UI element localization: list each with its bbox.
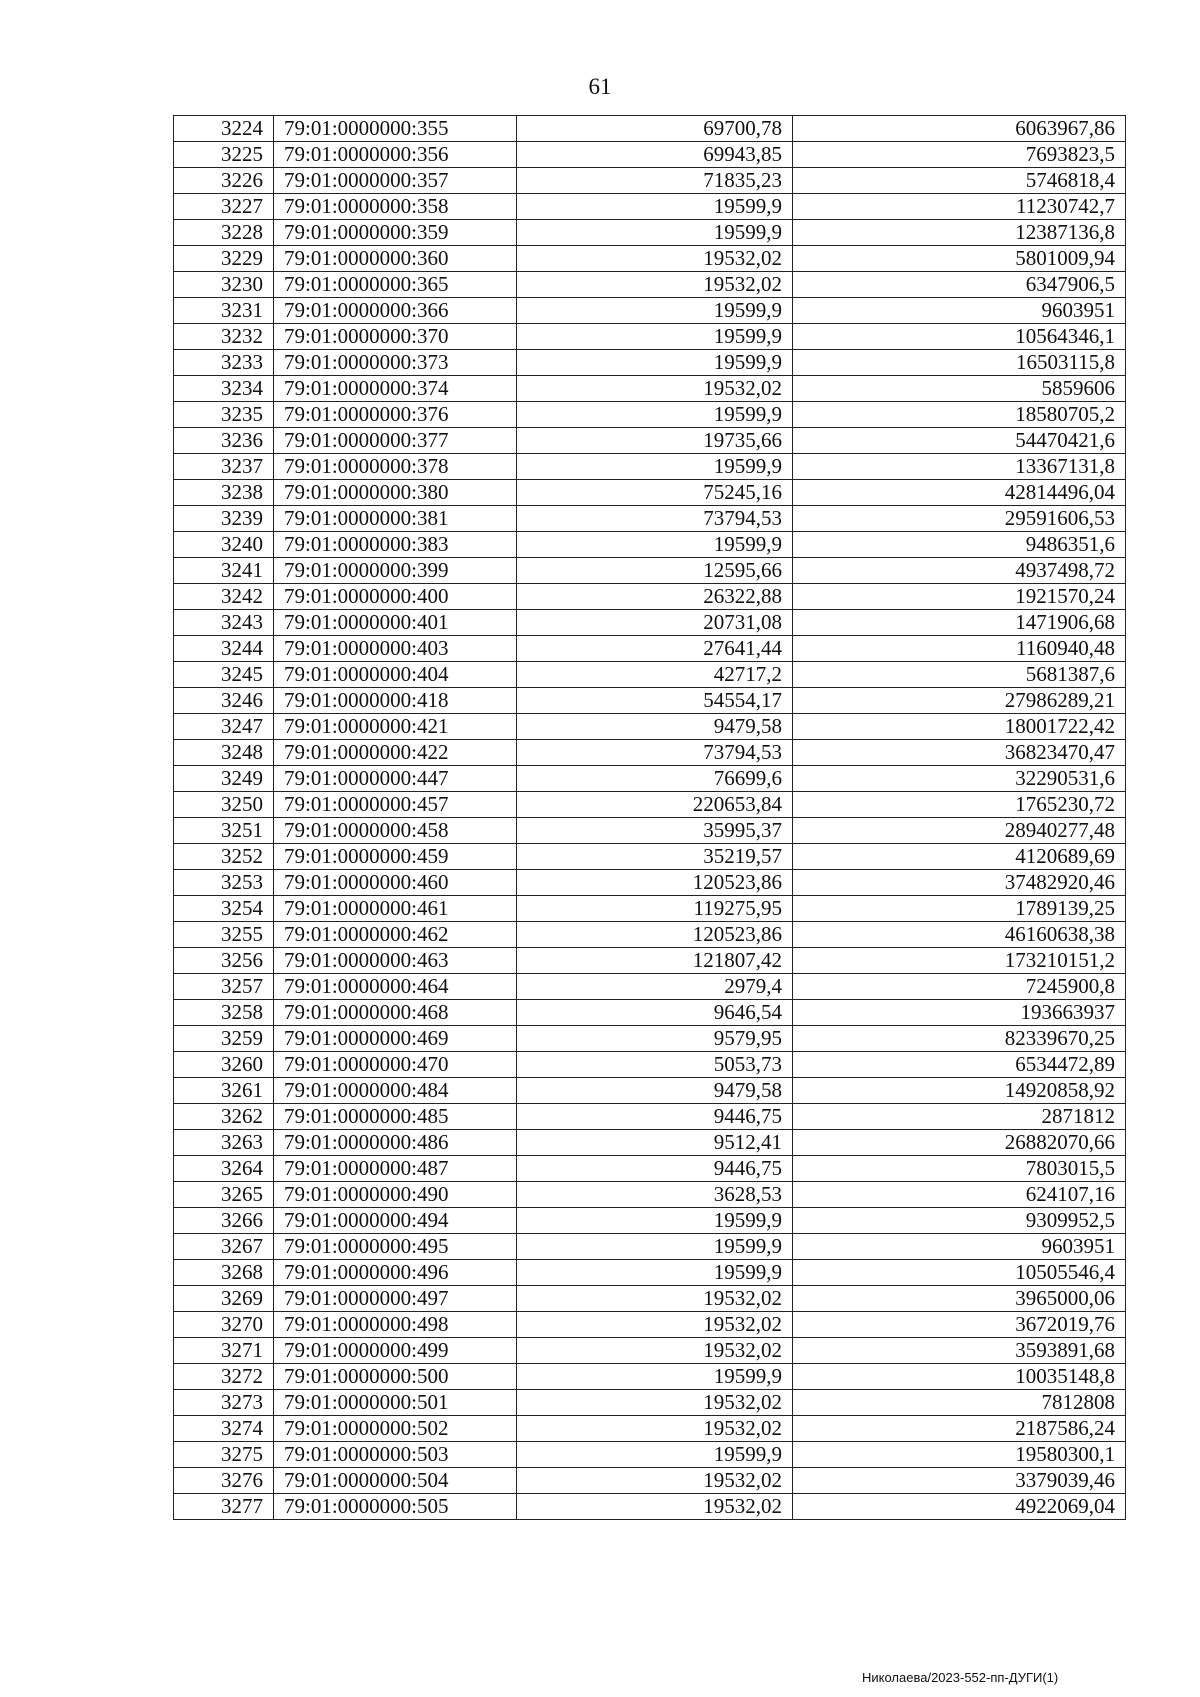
cadastral-number-cell: 79:01:0000000:497 <box>274 1286 517 1312</box>
table-row <box>174 402 1126 428</box>
value-1-cell: 19599,9 <box>517 324 793 350</box>
cadastral-number-cell: 79:01:0000000:404 <box>274 662 517 688</box>
table-row <box>174 1338 1126 1364</box>
cadastral-number-cell: 79:01:0000000:370 <box>274 324 517 350</box>
value-2-cell: 1471906,68 <box>793 610 1126 636</box>
table-row <box>174 610 1126 636</box>
value-2-cell: 82339670,25 <box>793 1026 1126 1052</box>
table-row <box>174 1078 1126 1104</box>
cadastral-number-cell: 79:01:0000000:357 <box>274 168 517 194</box>
table-row <box>174 298 1126 324</box>
value-2-cell: 2871812 <box>793 1104 1126 1130</box>
table-row <box>174 558 1126 584</box>
value-1-cell: 19599,9 <box>517 1260 793 1286</box>
value-1-cell: 9579,95 <box>517 1026 793 1052</box>
value-1-cell: 19532,02 <box>517 1494 793 1520</box>
table-row <box>174 1104 1126 1130</box>
value-2-cell: 11230742,7 <box>793 194 1126 220</box>
row-number-cell: 3250 <box>174 792 274 818</box>
table-row <box>174 220 1126 246</box>
cadastral-number-cell: 79:01:0000000:463 <box>274 948 517 974</box>
table-row <box>174 1416 1126 1442</box>
value-1-cell: 119275,95 <box>517 896 793 922</box>
row-number-cell: 3273 <box>174 1390 274 1416</box>
value-2-cell: 5681387,6 <box>793 662 1126 688</box>
table-row <box>174 246 1126 272</box>
value-2-cell: 10505546,4 <box>793 1260 1126 1286</box>
value-1-cell: 19599,9 <box>517 402 793 428</box>
row-number-cell: 3249 <box>174 766 274 792</box>
table-row <box>174 1234 1126 1260</box>
table-row <box>174 1052 1126 1078</box>
value-2-cell: 42814496,04 <box>793 480 1126 506</box>
cadastral-number-cell: 79:01:0000000:486 <box>274 1130 517 1156</box>
cadastral-number-cell: 79:01:0000000:504 <box>274 1468 517 1494</box>
table-row <box>174 428 1126 454</box>
value-1-cell: 73794,53 <box>517 506 793 532</box>
cadastral-number-cell: 79:01:0000000:374 <box>274 376 517 402</box>
value-1-cell: 9446,75 <box>517 1104 793 1130</box>
value-2-cell: 5859606 <box>793 376 1126 402</box>
value-1-cell: 19599,9 <box>517 194 793 220</box>
row-number-cell: 3241 <box>174 558 274 584</box>
value-2-cell: 4120689,69 <box>793 844 1126 870</box>
value-1-cell: 19599,9 <box>517 298 793 324</box>
value-1-cell: 19599,9 <box>517 220 793 246</box>
value-2-cell: 1765230,72 <box>793 792 1126 818</box>
row-number-cell: 3236 <box>174 428 274 454</box>
cadastral-number-cell: 79:01:0000000:383 <box>274 532 517 558</box>
cadastral-number-cell: 79:01:0000000:460 <box>274 870 517 896</box>
value-1-cell: 76699,6 <box>517 766 793 792</box>
cadastral-number-cell: 79:01:0000000:461 <box>274 896 517 922</box>
value-1-cell: 19532,02 <box>517 1338 793 1364</box>
value-1-cell: 3628,53 <box>517 1182 793 1208</box>
value-1-cell: 69700,78 <box>517 116 793 142</box>
table-row <box>174 1468 1126 1494</box>
value-2-cell: 18001722,42 <box>793 714 1126 740</box>
cadastral-number-cell: 79:01:0000000:494 <box>274 1208 517 1234</box>
value-1-cell: 19532,02 <box>517 1390 793 1416</box>
value-2-cell: 4937498,72 <box>793 558 1126 584</box>
value-2-cell: 26882070,66 <box>793 1130 1126 1156</box>
table-row <box>174 1000 1126 1026</box>
cadastral-number-cell: 79:01:0000000:496 <box>274 1260 517 1286</box>
value-1-cell: 5053,73 <box>517 1052 793 1078</box>
page-number: 61 <box>588 74 612 99</box>
cadastral-number-cell: 79:01:0000000:359 <box>274 220 517 246</box>
value-2-cell: 3672019,76 <box>793 1312 1126 1338</box>
cadastral-number-cell: 79:01:0000000:373 <box>274 350 517 376</box>
row-number-cell: 3254 <box>174 896 274 922</box>
value-1-cell: 19599,9 <box>517 1442 793 1468</box>
row-number-cell: 3240 <box>174 532 274 558</box>
document-footer: Николаева/2023-552-пп-ДУГИ(1) <box>862 1670 1059 1685</box>
cadastral-number-cell: 79:01:0000000:505 <box>274 1494 517 1520</box>
value-1-cell: 19532,02 <box>517 1468 793 1494</box>
value-2-cell: 7812808 <box>793 1390 1126 1416</box>
row-number-cell: 3260 <box>174 1052 274 1078</box>
row-number-cell: 3233 <box>174 350 274 376</box>
value-1-cell: 42717,2 <box>517 662 793 688</box>
cadastral-number-cell: 79:01:0000000:495 <box>274 1234 517 1260</box>
table-row <box>174 506 1126 532</box>
value-2-cell: 3379039,46 <box>793 1468 1126 1494</box>
cadastral-number-cell: 79:01:0000000:377 <box>274 428 517 454</box>
value-1-cell: 9479,58 <box>517 714 793 740</box>
value-2-cell: 7693823,5 <box>793 142 1126 168</box>
table-row <box>174 1130 1126 1156</box>
row-number-cell: 3235 <box>174 402 274 428</box>
value-2-cell: 5746818,4 <box>793 168 1126 194</box>
row-number-cell: 3231 <box>174 298 274 324</box>
value-2-cell: 2187586,24 <box>793 1416 1126 1442</box>
value-1-cell: 71835,23 <box>517 168 793 194</box>
table-row <box>174 324 1126 350</box>
cadastral-number-cell: 79:01:0000000:464 <box>274 974 517 1000</box>
row-number-cell: 3265 <box>174 1182 274 1208</box>
value-2-cell: 37482920,46 <box>793 870 1126 896</box>
value-1-cell: 73794,53 <box>517 740 793 766</box>
table-body <box>174 116 1126 1520</box>
row-number-cell: 3246 <box>174 688 274 714</box>
value-2-cell: 1921570,24 <box>793 584 1126 610</box>
value-1-cell: 9446,75 <box>517 1156 793 1182</box>
table-row <box>174 454 1126 480</box>
table-row <box>174 1390 1126 1416</box>
value-2-cell: 27986289,21 <box>793 688 1126 714</box>
value-2-cell: 1160940,48 <box>793 636 1126 662</box>
table-row <box>174 1260 1126 1286</box>
value-1-cell: 35219,57 <box>517 844 793 870</box>
table-row <box>174 662 1126 688</box>
value-2-cell: 10564346,1 <box>793 324 1126 350</box>
cadastral-number-cell: 79:01:0000000:485 <box>274 1104 517 1130</box>
row-number-cell: 3242 <box>174 584 274 610</box>
value-2-cell: 6534472,89 <box>793 1052 1126 1078</box>
value-2-cell: 9603951 <box>793 298 1126 324</box>
cadastral-number-cell: 79:01:0000000:421 <box>274 714 517 740</box>
row-number-cell: 3229 <box>174 246 274 272</box>
cadastral-number-cell: 79:01:0000000:502 <box>274 1416 517 1442</box>
value-1-cell: 19599,9 <box>517 1364 793 1390</box>
row-number-cell: 3264 <box>174 1156 274 1182</box>
cadastral-number-cell: 79:01:0000000:380 <box>274 480 517 506</box>
cadastral-number-cell: 79:01:0000000:462 <box>274 922 517 948</box>
table-row <box>174 870 1126 896</box>
value-1-cell: 19532,02 <box>517 1416 793 1442</box>
table-row <box>174 766 1126 792</box>
row-number-cell: 3275 <box>174 1442 274 1468</box>
table-row <box>174 1312 1126 1338</box>
row-number-cell: 3228 <box>174 220 274 246</box>
value-1-cell: 12595,66 <box>517 558 793 584</box>
cadastral-number-cell: 79:01:0000000:366 <box>274 298 517 324</box>
table-row <box>174 116 1126 142</box>
cadastral-number-cell: 79:01:0000000:487 <box>274 1156 517 1182</box>
value-2-cell: 54470421,6 <box>793 428 1126 454</box>
value-1-cell: 19532,02 <box>517 272 793 298</box>
table-row <box>174 376 1126 402</box>
row-number-cell: 3253 <box>174 870 274 896</box>
table-row <box>174 1286 1126 1312</box>
value-1-cell: 19599,9 <box>517 1234 793 1260</box>
value-2-cell: 18580705,2 <box>793 402 1126 428</box>
value-2-cell: 7803015,5 <box>793 1156 1126 1182</box>
row-number-cell: 3226 <box>174 168 274 194</box>
value-1-cell: 69943,85 <box>517 142 793 168</box>
value-1-cell: 9479,58 <box>517 1078 793 1104</box>
value-2-cell: 193663937 <box>793 1000 1126 1026</box>
value-1-cell: 19735,66 <box>517 428 793 454</box>
cadastral-number-cell: 79:01:0000000:418 <box>274 688 517 714</box>
row-number-cell: 3227 <box>174 194 274 220</box>
table-row <box>174 844 1126 870</box>
cadastral-number-cell: 79:01:0000000:356 <box>274 142 517 168</box>
row-number-cell: 3224 <box>174 116 274 142</box>
value-2-cell: 7245900,8 <box>793 974 1126 1000</box>
table-row <box>174 1364 1126 1390</box>
row-number-cell: 3234 <box>174 376 274 402</box>
table-row <box>174 168 1126 194</box>
row-number-cell: 3262 <box>174 1104 274 1130</box>
row-number-cell: 3244 <box>174 636 274 662</box>
cadastral-number-cell: 79:01:0000000:378 <box>274 454 517 480</box>
table-row <box>174 636 1126 662</box>
cadastral-number-cell: 79:01:0000000:458 <box>274 818 517 844</box>
value-1-cell: 120523,86 <box>517 870 793 896</box>
table-row <box>174 1182 1126 1208</box>
row-number-cell: 3269 <box>174 1286 274 1312</box>
cadastral-number-cell: 79:01:0000000:422 <box>274 740 517 766</box>
row-number-cell: 3238 <box>174 480 274 506</box>
value-1-cell: 120523,86 <box>517 922 793 948</box>
cadastral-number-cell: 79:01:0000000:360 <box>274 246 517 272</box>
cadastral-number-cell: 79:01:0000000:498 <box>274 1312 517 1338</box>
row-number-cell: 3255 <box>174 922 274 948</box>
row-number-cell: 3259 <box>174 1026 274 1052</box>
row-number-cell: 3239 <box>174 506 274 532</box>
value-2-cell: 16503115,8 <box>793 350 1126 376</box>
table-row <box>174 948 1126 974</box>
value-1-cell: 19532,02 <box>517 376 793 402</box>
value-1-cell: 54554,17 <box>517 688 793 714</box>
cadastral-number-cell: 79:01:0000000:399 <box>274 558 517 584</box>
value-2-cell: 5801009,94 <box>793 246 1126 272</box>
cadastral-number-cell: 79:01:0000000:484 <box>274 1078 517 1104</box>
table-row <box>174 1442 1126 1468</box>
value-2-cell: 12387136,8 <box>793 220 1126 246</box>
value-1-cell: 19599,9 <box>517 350 793 376</box>
table-row <box>174 792 1126 818</box>
value-1-cell: 26322,88 <box>517 584 793 610</box>
cadastral-number-cell: 79:01:0000000:403 <box>274 636 517 662</box>
row-number-cell: 3258 <box>174 1000 274 1026</box>
row-number-cell: 3274 <box>174 1416 274 1442</box>
row-number-cell: 3251 <box>174 818 274 844</box>
value-2-cell: 46160638,38 <box>793 922 1126 948</box>
value-1-cell: 19532,02 <box>517 1312 793 1338</box>
table-row <box>174 974 1126 1000</box>
table-row <box>174 480 1126 506</box>
cadastral-number-cell: 79:01:0000000:468 <box>274 1000 517 1026</box>
table-row <box>174 532 1126 558</box>
row-number-cell: 3243 <box>174 610 274 636</box>
cadastral-number-cell: 79:01:0000000:400 <box>274 584 517 610</box>
value-1-cell: 220653,84 <box>517 792 793 818</box>
row-number-cell: 3252 <box>174 844 274 870</box>
value-1-cell: 19532,02 <box>517 246 793 272</box>
cadastral-number-cell: 79:01:0000000:500 <box>274 1364 517 1390</box>
row-number-cell: 3266 <box>174 1208 274 1234</box>
value-2-cell: 1789139,25 <box>793 896 1126 922</box>
value-1-cell: 75245,16 <box>517 480 793 506</box>
row-number-cell: 3248 <box>174 740 274 766</box>
row-number-cell: 3256 <box>174 948 274 974</box>
value-2-cell: 19580300,1 <box>793 1442 1126 1468</box>
value-2-cell: 9309952,5 <box>793 1208 1126 1234</box>
value-2-cell: 36823470,47 <box>793 740 1126 766</box>
row-number-cell: 3257 <box>174 974 274 1000</box>
table-row <box>174 818 1126 844</box>
cadastral-number-cell: 79:01:0000000:457 <box>274 792 517 818</box>
value-1-cell: 9646,54 <box>517 1000 793 1026</box>
row-number-cell: 3268 <box>174 1260 274 1286</box>
cadastral-number-cell: 79:01:0000000:355 <box>274 116 517 142</box>
value-1-cell: 19599,9 <box>517 454 793 480</box>
row-number-cell: 3270 <box>174 1312 274 1338</box>
value-2-cell: 28940277,48 <box>793 818 1126 844</box>
table-row <box>174 740 1126 766</box>
cadastral-number-cell: 79:01:0000000:499 <box>274 1338 517 1364</box>
value-2-cell: 9603951 <box>793 1234 1126 1260</box>
table-row <box>174 350 1126 376</box>
cadastral-number-cell: 79:01:0000000:501 <box>274 1390 517 1416</box>
cadastral-number-cell: 79:01:0000000:469 <box>274 1026 517 1052</box>
value-1-cell: 19532,02 <box>517 1286 793 1312</box>
value-2-cell: 624107,16 <box>793 1182 1126 1208</box>
cadastral-table <box>173 115 1126 1520</box>
cadastral-number-cell: 79:01:0000000:381 <box>274 506 517 532</box>
table-row <box>174 1208 1126 1234</box>
row-number-cell: 3276 <box>174 1468 274 1494</box>
value-1-cell: 19599,9 <box>517 532 793 558</box>
row-number-cell: 3247 <box>174 714 274 740</box>
value-2-cell: 10035148,8 <box>793 1364 1126 1390</box>
value-2-cell: 6063967,86 <box>793 116 1126 142</box>
row-number-cell: 3272 <box>174 1364 274 1390</box>
value-2-cell: 9486351,6 <box>793 532 1126 558</box>
cadastral-number-cell: 79:01:0000000:447 <box>274 766 517 792</box>
value-1-cell: 19599,9 <box>517 1208 793 1234</box>
value-2-cell: 14920858,92 <box>793 1078 1126 1104</box>
row-number-cell: 3277 <box>174 1494 274 1520</box>
cadastral-number-cell: 79:01:0000000:470 <box>274 1052 517 1078</box>
row-number-cell: 3245 <box>174 662 274 688</box>
value-2-cell: 4922069,04 <box>793 1494 1126 1520</box>
value-2-cell: 13367131,8 <box>793 454 1126 480</box>
value-2-cell: 29591606,53 <box>793 506 1126 532</box>
row-number-cell: 3267 <box>174 1234 274 1260</box>
table-row <box>174 272 1126 298</box>
value-2-cell: 32290531,6 <box>793 766 1126 792</box>
table-row <box>174 1156 1126 1182</box>
cadastral-number-cell: 79:01:0000000:459 <box>274 844 517 870</box>
table-row <box>174 1026 1126 1052</box>
value-2-cell: 173210151,2 <box>793 948 1126 974</box>
table-row <box>174 688 1126 714</box>
table-row <box>174 194 1126 220</box>
table-row <box>174 1494 1126 1520</box>
value-2-cell: 3593891,68 <box>793 1338 1126 1364</box>
cadastral-number-cell: 79:01:0000000:490 <box>274 1182 517 1208</box>
row-number-cell: 3230 <box>174 272 274 298</box>
table-row <box>174 584 1126 610</box>
value-1-cell: 121807,42 <box>517 948 793 974</box>
row-number-cell: 3232 <box>174 324 274 350</box>
cadastral-number-cell: 79:01:0000000:503 <box>274 1442 517 1468</box>
cadastral-number-cell: 79:01:0000000:365 <box>274 272 517 298</box>
row-number-cell: 3225 <box>174 142 274 168</box>
value-2-cell: 3965000,06 <box>793 1286 1126 1312</box>
value-1-cell: 20731,08 <box>517 610 793 636</box>
value-1-cell: 9512,41 <box>517 1130 793 1156</box>
cadastral-number-cell: 79:01:0000000:376 <box>274 402 517 428</box>
value-2-cell: 6347906,5 <box>793 272 1126 298</box>
table-row <box>174 142 1126 168</box>
value-1-cell: 27641,44 <box>517 636 793 662</box>
value-1-cell: 35995,37 <box>517 818 793 844</box>
value-1-cell: 2979,4 <box>517 974 793 1000</box>
table-row <box>174 922 1126 948</box>
row-number-cell: 3263 <box>174 1130 274 1156</box>
row-number-cell: 3261 <box>174 1078 274 1104</box>
cadastral-number-cell: 79:01:0000000:358 <box>274 194 517 220</box>
table-row <box>174 714 1126 740</box>
row-number-cell: 3271 <box>174 1338 274 1364</box>
table-row <box>174 896 1126 922</box>
cadastral-number-cell: 79:01:0000000:401 <box>274 610 517 636</box>
row-number-cell: 3237 <box>174 454 274 480</box>
